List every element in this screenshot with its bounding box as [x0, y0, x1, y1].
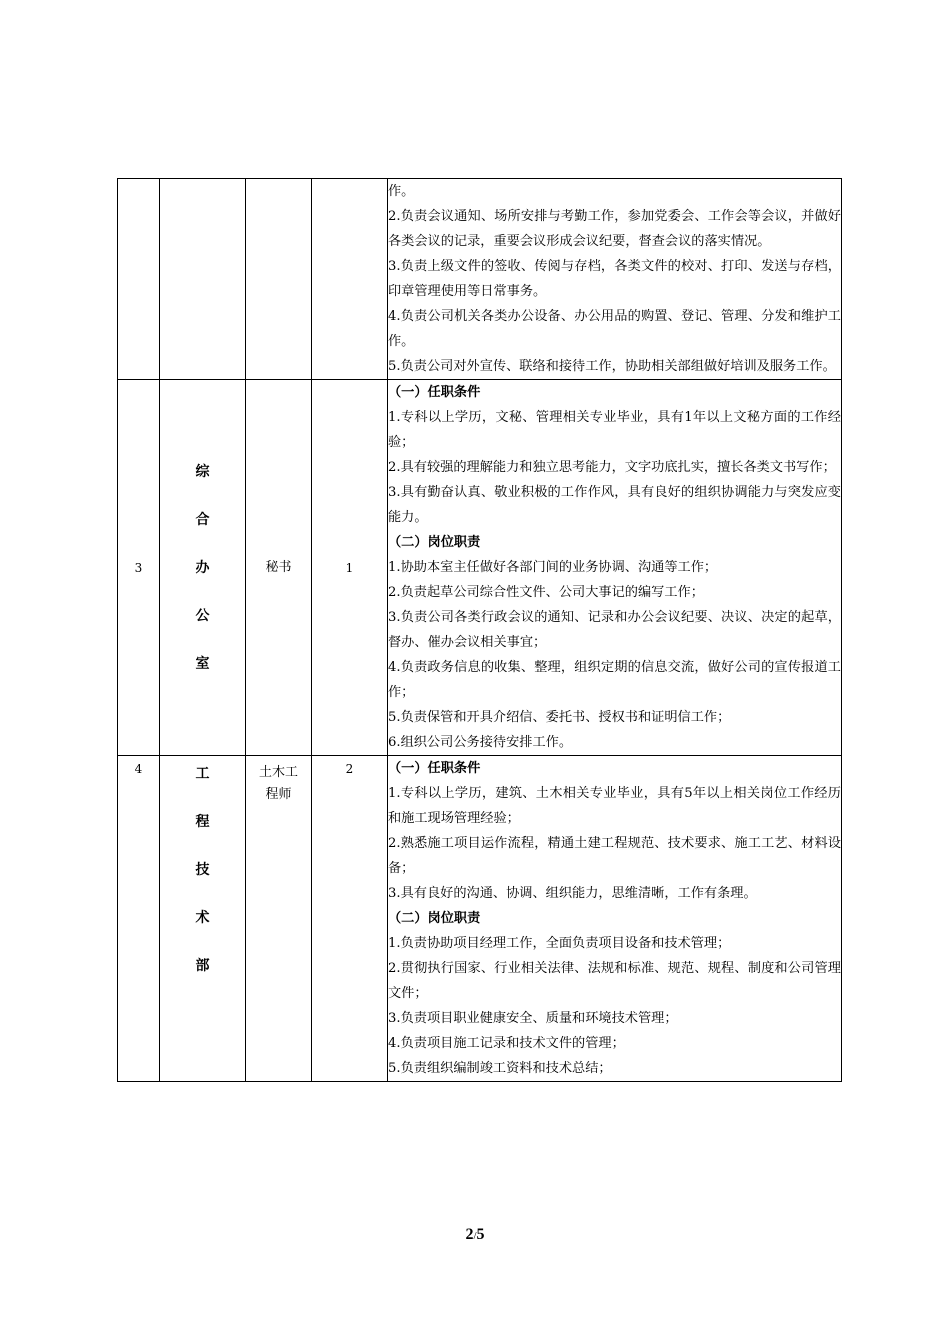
duty-item: 5.负责组织编制竣工资料和技术总结；	[388, 1061, 612, 1076]
duty-item: 4.负责公司机关各类办公设备、办公用品的购置、登记、管理、分发和维护工作。	[388, 309, 841, 349]
table-row	[118, 756, 842, 1082]
department-char: 术	[195, 910, 210, 926]
duty-item: 1.负责协助项目经理工作，全面负责项目设备和技术管理；	[388, 936, 731, 951]
page-current: 2	[465, 1226, 474, 1243]
job-table	[117, 178, 842, 1082]
table-row	[118, 380, 842, 756]
section-heading: （二）岗位职责	[388, 911, 481, 926]
department-char: 办	[195, 559, 210, 576]
table-row	[118, 179, 842, 380]
section-heading: （一）任职条件	[388, 761, 481, 776]
department-char: 室	[195, 655, 210, 672]
department-cell	[160, 179, 246, 380]
position-cell	[246, 756, 312, 1082]
section-heading: （一）任职条件	[388, 385, 481, 400]
headcount-cell: 1	[312, 380, 388, 756]
headcount-cell: 2	[312, 756, 388, 1082]
duty-item: 5.负责公司对外宣传、联络和接待工作，协助相关部组做好培训及服务工作。	[388, 359, 836, 374]
duty-item: 2.具有较强的理解能力和独立思考能力，文字功底扎实，擅长各类文书写作；	[388, 460, 836, 475]
duty-item: 3.负责上级文件的签收、传阅与存档，各类文件的校对、打印、发送与存档，印章管理使用等日常事务。	[388, 259, 841, 299]
department-char: 合	[195, 511, 210, 528]
position-cell	[246, 380, 312, 756]
duty-item: 3.具有良好的沟通、协调、组织能力，思维清晰，工作有条理。	[388, 886, 757, 901]
duty-item: 6.组织公司公务接待安排工作。	[388, 735, 573, 750]
department-char: 公	[195, 607, 210, 624]
position-text: 秘书	[265, 559, 292, 575]
department-cell	[160, 756, 246, 1082]
row-number-cell: 3	[118, 380, 160, 756]
duty-item: 3.具有勤奋认真、敬业积极的工作作风，具有良好的组织协调能力与突发应变能力。	[388, 485, 841, 525]
duty-item: 3.负责公司各类行政会议的通知、记录和办公会议纪要、决议、决定的起草，督办、催办会议相关事宜；	[388, 610, 841, 650]
department-char: 技	[195, 862, 210, 878]
department-char: 程	[195, 814, 210, 830]
duty-item: 1.专科以上学历，建筑、土木相关专业毕业，具有5年以上相关岗位工作经历和施工现场管理经验；	[388, 786, 841, 826]
duty-item: 1.协助本室主任做好各部门间的业务协调、沟通等工作；	[388, 560, 718, 575]
duty-item: 5.负责保管和开具介绍信、委托书、授权书和证明信工作；	[388, 710, 731, 725]
job-table-body	[118, 179, 842, 1082]
duty-item: 3.负责项目职业健康安全、质量和环境技术管理；	[388, 1011, 678, 1026]
duty-item: 2.熟悉施工项目运作流程，精通土建工程规范、技术要求、施工工艺、材料设备；	[388, 836, 841, 876]
duty-item: 作。	[388, 184, 415, 199]
duty-item: 2.负责会议通知、场所安排与考勤工作，参加党委会、工作会等会议，并做好各类会议的记录，重要会议形成会议纪要，督查会议的落实情况。	[388, 209, 841, 249]
headcount-cell	[312, 179, 388, 380]
page-total: 5	[476, 1226, 485, 1243]
duties-cell	[388, 380, 842, 756]
duty-item: 2.贯彻执行国家、行业相关法律、法规和标准、规范、规程、制度和公司管理文件；	[388, 961, 841, 1001]
duty-item: 1.专科以上学历，文秘、管理相关专业毕业，具有1年以上文秘方面的工作经验；	[388, 410, 841, 450]
row-number-cell: 4	[118, 756, 160, 1082]
duty-item: 4.负责项目施工记录和技术文件的管理；	[388, 1036, 625, 1051]
department-char: 综	[195, 463, 210, 480]
department-char: 部	[195, 958, 210, 974]
duty-item: 4.负责政务信息的收集、整理，组织定期的信息交流，做好公司的宣传报道工作；	[388, 660, 841, 700]
duty-item: 2.负责起草公司综合性文件、公司大事记的编写工作；	[388, 585, 704, 600]
position-cell	[246, 179, 312, 380]
duties-cell	[388, 756, 842, 1082]
department-char: 工	[195, 766, 210, 782]
row-number-cell	[118, 179, 160, 380]
position-text: 土木工程师	[258, 765, 298, 802]
duties-cell	[388, 179, 842, 380]
page-number	[0, 1226, 950, 1244]
section-heading: （二）岗位职责	[388, 535, 481, 550]
department-cell	[160, 380, 246, 756]
page-separator: /	[473, 1230, 477, 1242]
